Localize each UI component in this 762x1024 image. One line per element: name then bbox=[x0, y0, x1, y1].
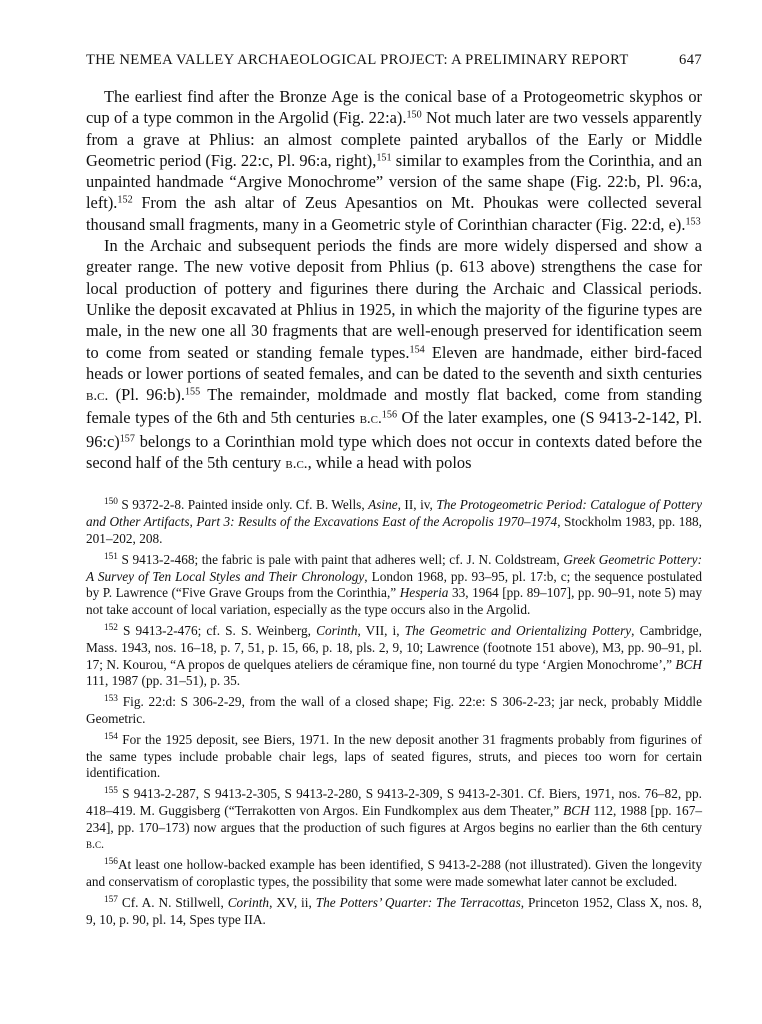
running-title: THE NEMEA VALLEY ARCHAEOLOGICAL PROJECT: A PRELIMINARY REPORT bbox=[86, 52, 629, 68]
body-text bbox=[86, 86, 702, 475]
footnote-152: $^{152}$ S 9413-2-476; cf. S. S. Weinberg, Corinth, VII, i, The Geometric and Orientalizing Pottery, Cambridge, Mass. 1943, nos. 16–18, p. 7, 51, p. 15, 66, p. 18, pls. 2, 9, 10; Lawrence (footnote 151 above), M3, pp. 90–91, pl. 17; N. Kourou, “A propos de quelques ateliers de céramique fine, non tourné du type ‘Argien Monochrome’,” BCH 111, 1987 (pp. 31–51), p. 35. bbox=[86, 622, 703, 689]
footnote-ref-155[interactable]: 155 bbox=[184, 386, 201, 398]
paragraph-1: The earliest find after the Bronze Age is the conical base of a Protogeometric skyphos or cup of a type common in the Argolid (Fig. 22:a).$^{150}$ Not much later are two vessels apparently from a grave at Phlius: an almost complete painted aryballos of the Early or Middle Geometric period (Fig. 22:c, Pl. 96:a, right),$^{151}$ similar to examples from the Corinthia, and an unpainted handmade “Argive Monochrome” version of the same shape (Fig. 22:b, Pl. 96:a, left).$^{152}$ From the ash altar of Zeus Apesantios on Mt. Phoukas were collected several thousand small fragments, many in a Geometric style of Corinthian character (Fig. 22:d, e).$^{153}$ bbox=[86, 87, 703, 234]
paragraph-2: In the Archaic and subsequent periods the finds are more widely dispersed and show a greater range. The new votive deposit from Phlius (p. 613 above) strengthens the case for local production of pottery and figurines there during the Archaic and Classical periods. Unlike the deposit excavated at Phlius in 1925, in which the majority of the figurine types are male, in the new one all 30 fragments that are well-enough preserved for identification seem to come from seated or standing female types.$^{154}$ Eleven are handmade, either bird-faced heads or lower portions of seated females, and can be dated to the seventh and sixth centuries b.c. (Pl. 96:b).$^{155}$ The remainder, moldmade and mostly flat backed, come from standing female types of the 6th and 5th centuries b.c.$^{156}$ Of the later examples, one (S 9413-2-142, Pl. 96:c)$^{157}$ belongs to a Corinthian mold type which does not occur in contexts dated before the second half of the 5th century b.c., while a head with polos bbox=[86, 236, 703, 473]
footnote-ref-154[interactable]: 154 bbox=[409, 343, 425, 355]
footnote-156: $^{156}$At least one hollow-backed example has been identified, S 9413-2-288 (not illustrated). Given the longevity and conservatism of coroplastic types, the possibility that some were made somewhat later cannot be excluded. bbox=[86, 857, 702, 890]
footnote-153: $^{153}$ Fig. 22:d: S 306-2-29, from the wall of a closed shape; Fig. 22:e: S 306-2-23; jar neck, probably Middle Geometric. bbox=[86, 694, 702, 726]
footnotes bbox=[86, 497, 702, 928]
page-number: 647 bbox=[679, 52, 702, 68]
footnote-157: $^{157}$ Cf. A. N. Stillwell, Corinth, XV, ii, The Potters’ Quarter: The Terracottas, Princeton 1952, Class X, nos. 8, 9, 10, p. 90, pl. 14, Spes type IIA. bbox=[86, 894, 702, 927]
footnote-ref-153[interactable]: 153 bbox=[685, 216, 701, 228]
footnote-154: $^{154}$ For the 1925 deposit, see Biers, 1971. In the new deposit another 31 fragments probably from figurines of the same types include probable chair legs, laps of seated figures, struts, and pieces too worn for certain identification. bbox=[86, 731, 702, 781]
footnote-ref-152[interactable]: 152 bbox=[117, 194, 133, 206]
page bbox=[86, 50, 702, 932]
footnote-151: $^{151}$ S 9413-2-468; the fabric is pale with paint that adheres well; cf. J. N. Coldstream, Greek Geometric Pottery: A Survey of Ten Local Styles and Their Chronology, London 1968, pp. 93–95, pl. 17:b, c; the sequence postulated by P. Lawrence (“Five Grave Groups from the Corinthia,” Hesperia 33, 1964 [pp. 89–107], pp. 90–91, note 5) may not take account of local variation, especially as the type occurs also in the Argolid. bbox=[86, 551, 703, 618]
running-header bbox=[86, 50, 702, 70]
footnote-ref-156[interactable]: 156 bbox=[381, 409, 398, 421]
footnote-ref-157[interactable]: 157 bbox=[119, 433, 135, 445]
footnote-ref-150[interactable]: 150 bbox=[406, 109, 422, 121]
footnote-150: $^{150}$ S 9372-2-8. Painted inside only. Cf. B. Wells, Asine, II, iv, The Protogeometric Period: Catalogue of Pottery and Other Artifacts, Part 3: Results of the Excavations East of the Acropolis 1970–1974, Stockholm 1983, pp. 188, 201–202, 208. bbox=[86, 497, 703, 546]
footnote-155: $^{155}$ S 9413-2-287, S 9413-2-305, S 9413-2-280, S 9413-2-309, S 9413-2-301. Cf. Biers, 1971, nos. 76–82, pp. 418–419. M. Guggisberg (“Terrakotten von Argos. Ein Fundkomplex aus dem Theater,” BCH 112, 1988 [pp. 167–234], pp. 170–173) now argues that the production of such figures at Argos begins no earlier than the 6th century b.c. bbox=[86, 785, 703, 852]
footnote-ref-151[interactable]: 151 bbox=[376, 152, 392, 164]
